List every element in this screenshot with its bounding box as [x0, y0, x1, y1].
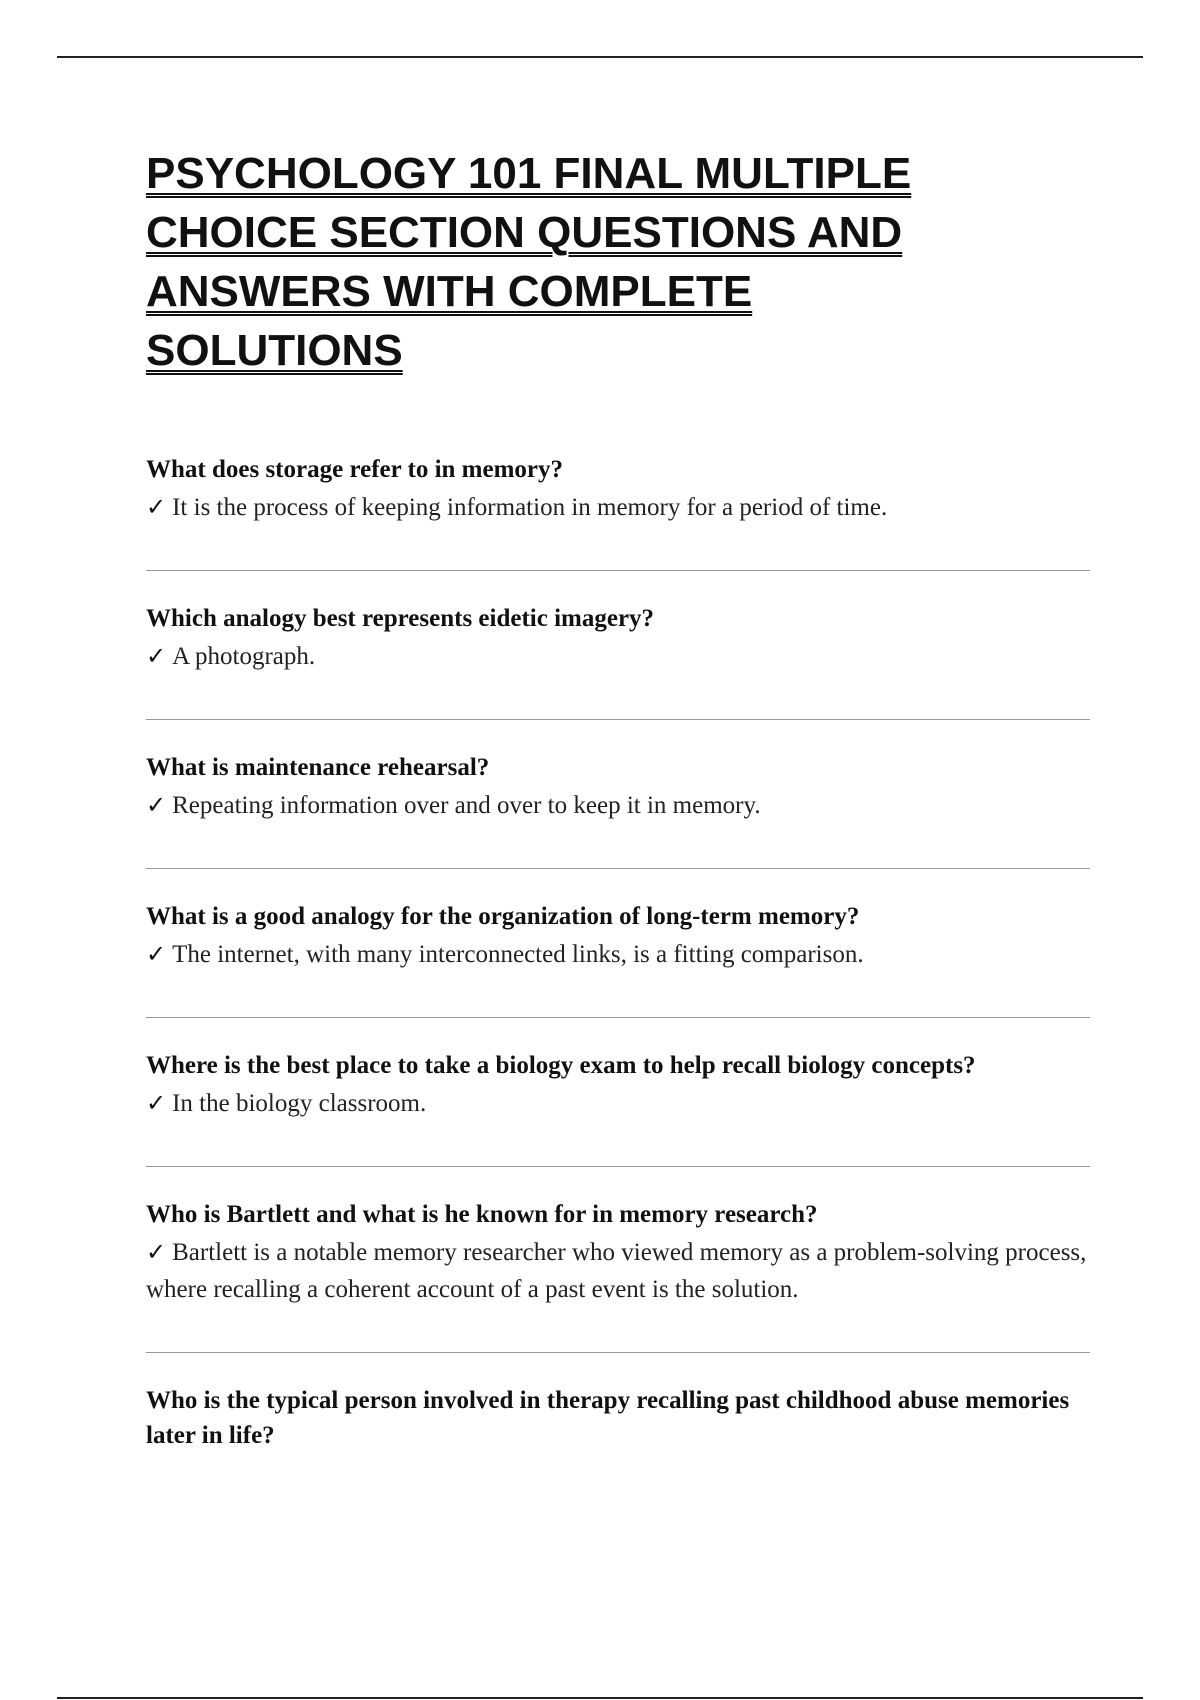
answer-line — [146, 936, 1090, 973]
qa-item — [146, 1197, 1090, 1353]
question-text: Which analogy best represents eidetic imagery? — [146, 605, 655, 632]
qa-item — [146, 601, 1090, 720]
question-text: Who is Bartlett and what is he known for in memory research? — [146, 1201, 818, 1228]
check-icon: ✓ — [146, 940, 167, 968]
answer-line — [146, 638, 1090, 675]
answer-text: Repeating information over and over to keep it in memory. — [172, 792, 761, 819]
question-text: What is maintenance rehearsal? — [146, 754, 490, 781]
answer-line — [146, 787, 1090, 824]
check-icon: ✓ — [146, 1238, 167, 1266]
answer-line — [146, 489, 1090, 526]
bottom-divider — [57, 1697, 1143, 1699]
check-icon: ✓ — [146, 493, 167, 521]
top-divider — [57, 56, 1143, 58]
answer-text: The internet, with many interconnected links, is a fitting comparison. — [172, 941, 864, 968]
qa-item — [146, 1383, 1090, 1497]
answer-text: It is the process of keeping information in memory for a period of time. — [172, 494, 888, 521]
check-icon: ✓ — [146, 642, 167, 670]
question-text: What does storage refer to in memory? — [146, 456, 564, 483]
question-text: What is a good analogy for the organization of long-term memory? — [146, 903, 860, 930]
answer-text: Bartlett is a notable memory researcher who viewed memory as a problem-solving process, where recalling a coherent account of a past event is the solution. — [146, 1239, 1087, 1303]
question-text: Where is the best place to take a biology exam to help recall biology concepts? — [146, 1052, 976, 1079]
question-text: Who is the typical person involved in therapy recalling past childhood abuse memories later in life? — [146, 1387, 1070, 1449]
qa-list — [146, 452, 1090, 1497]
qa-item — [146, 899, 1090, 1018]
document-body — [146, 144, 1090, 1527]
qa-item — [146, 452, 1090, 571]
document-title: PSYCHOLOGY 101 FINAL MULTIPLE CHOICE SECTION QUESTIONS AND ANSWERS WITH COMPLETE SOLUTIONS — [146, 149, 912, 375]
check-icon: ✓ — [146, 791, 167, 819]
answer-line — [146, 1085, 1090, 1122]
check-icon: ✓ — [146, 1089, 167, 1117]
qa-item — [146, 750, 1090, 869]
answer-text: A photograph. — [172, 643, 316, 670]
qa-item — [146, 1048, 1090, 1167]
answer-text: In the biology classroom. — [172, 1090, 427, 1117]
answer-line — [146, 1234, 1090, 1308]
